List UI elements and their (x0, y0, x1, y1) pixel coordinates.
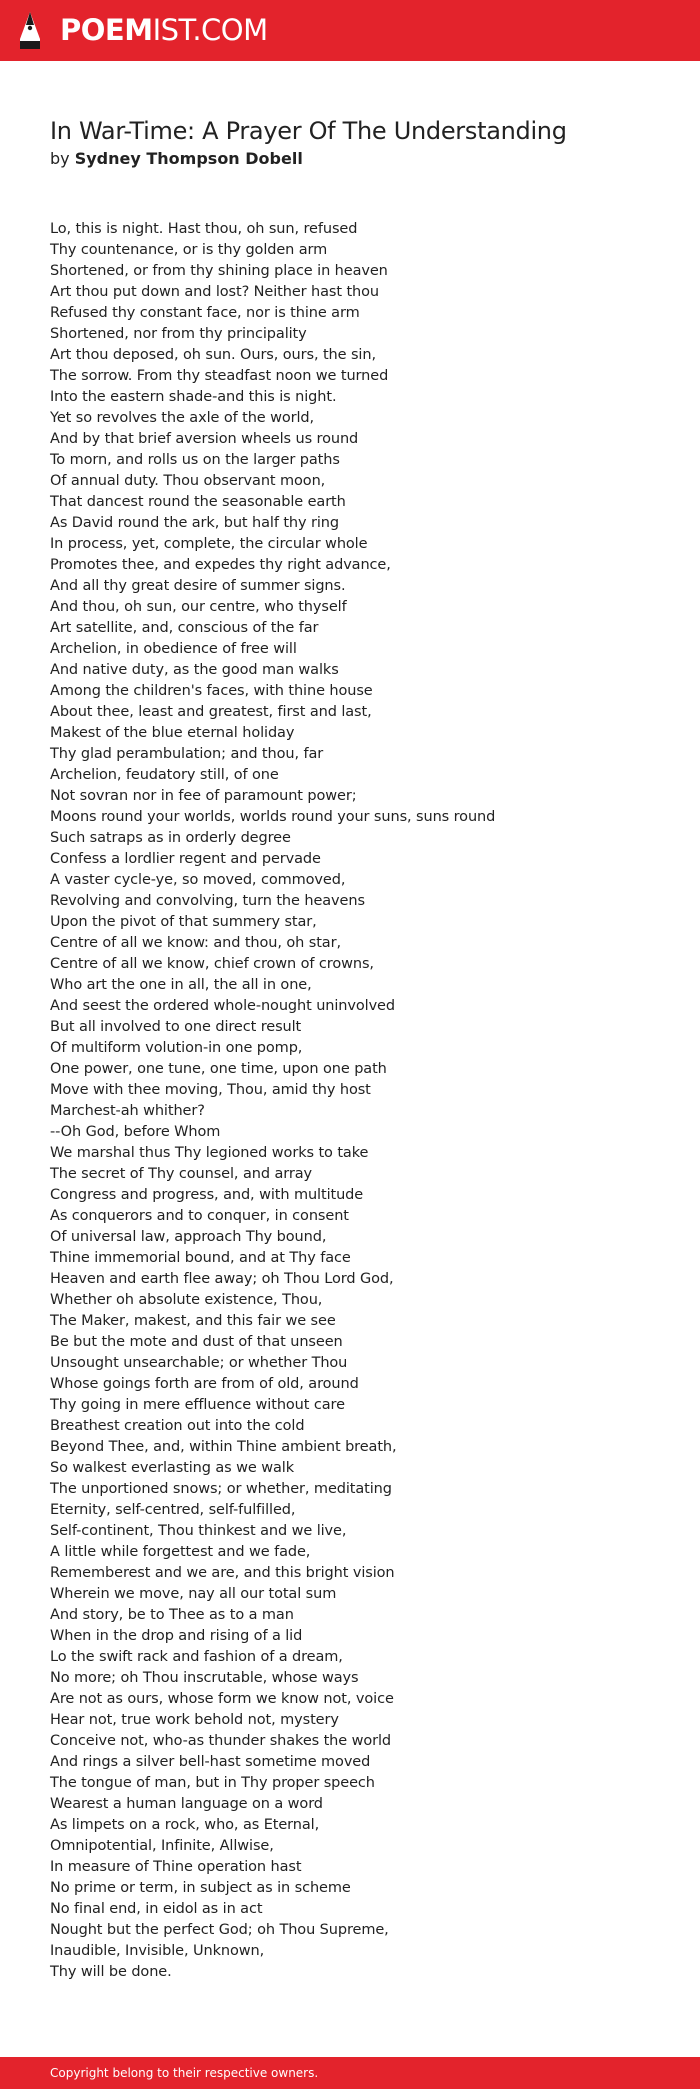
poem-line: Thy going in mere effluence without care (50, 1397, 345, 1413)
poem-line: Omnipotential, Infinite, Allwise, (50, 1838, 274, 1854)
poem-line: Self-continent, Thou thinkest and we live, (50, 1523, 347, 1539)
poem-line: Eternity, self-centred, self-fulfilled, (50, 1502, 296, 1518)
poem-line: Whether oh absolute existence, Thou, (50, 1292, 323, 1308)
poem-line: The unportioned snows; or whether, meditating (50, 1481, 392, 1497)
site-logo[interactable] (60, 13, 268, 47)
poem-line: We marshal thus Thy legioned works to take (50, 1145, 369, 1161)
poem-line: Confess a lordlier regent and pervade (50, 851, 321, 867)
poem-line: Move with thee moving, Thou, amid thy host (50, 1082, 371, 1098)
copyright-text: Copyright belong to their respective owners. (50, 2066, 319, 2080)
poem-body (50, 219, 670, 1983)
poem-line: The secret of Thy counsel, and array (50, 1166, 312, 1182)
poem-line: The tongue of man, but in Thy proper speech (50, 1775, 375, 1791)
poem-line: Centre of all we know: and thou, oh star, (50, 935, 341, 951)
poem-line: Rememberest and we are, and this bright vision (50, 1565, 395, 1581)
poem-line: To morn, and rolls us on the larger paths (50, 452, 340, 468)
poem-line: Promotes thee, and expedes thy right advance, (50, 557, 391, 573)
poem-line: And by that brief aversion wheels us round (50, 431, 359, 447)
poem-line: Revolving and convolving, turn the heavens (50, 893, 365, 909)
poem-line: And seest the ordered whole-nought uninvolved (50, 998, 395, 1014)
poem-line: Archelion, feudatory still, of one (50, 767, 279, 783)
poem-line: So walkest everlasting as we walk (50, 1460, 294, 1476)
poem-title: In War-Time: A Prayer Of The Understanding (50, 117, 567, 145)
logo-text-light: IST.COM (152, 13, 268, 47)
poem-line: Of universal law, approach Thy bound, (50, 1229, 327, 1245)
poem-line: Marchest-ah whither? (50, 1103, 205, 1119)
poem-line: Thy glad perambulation; and thou, far (50, 746, 324, 762)
poem-line: Art thou put down and lost? Neither hast thou (50, 284, 380, 300)
poem-line: That dancest round the seasonable earth (50, 494, 346, 510)
poem-line: Refused thy constant face, nor is thine arm (50, 305, 360, 321)
poem-line: A little while forgettest and we fade, (50, 1544, 311, 1560)
poem-byline (50, 149, 303, 169)
poem-line: Thine immemorial bound, and at Thy face (50, 1250, 351, 1266)
poem-line: Be but the mote and dust of that unseen (50, 1334, 343, 1350)
poem-line: Into the eastern shade-and this is night. (50, 389, 337, 405)
poem-line: Not sovran nor in fee of paramount power; (50, 788, 357, 804)
poem-line: Art satellite, and, conscious of the far (50, 620, 319, 636)
poem-line: No prime or term, in subject as in scheme (50, 1880, 351, 1896)
site-footer (0, 2057, 700, 2089)
poem-line: Archelion, in obedience of free will (50, 641, 297, 657)
poem-line: Of annual duty. Thou observant moon, (50, 473, 326, 489)
poem-line: No more; oh Thou inscrutable, whose ways (50, 1670, 359, 1686)
poem-line: About thee, least and greatest, first and last, (50, 704, 372, 720)
poem-line: As limpets on a rock, who, as Eternal, (50, 1817, 320, 1833)
pen-nib-icon (16, 11, 44, 51)
poem-line: Conceive not, who-as thunder shakes the world (50, 1733, 392, 1749)
poem-line: Thy countenance, or is thy golden arm (50, 242, 328, 258)
poem-line: Hear not, true work behold not, mystery (50, 1712, 339, 1728)
poem-line: Nought but the perfect God; oh Thou Supreme, (50, 1922, 389, 1938)
poem-line: Centre of all we know, chief crown of crowns, (50, 956, 374, 972)
poem-line: Lo, this is night. Hast thou, oh sun, refused (50, 221, 358, 237)
poem-line: And rings a silver bell-hast sometime moved (50, 1754, 371, 1770)
poem-line: In measure of Thine operation hast (50, 1859, 302, 1875)
poem-line: Inaudible, Invisible, Unknown, (50, 1943, 265, 1959)
poem-line: And all thy great desire of summer signs. (50, 578, 346, 594)
poem-line: Lo the swift rack and fashion of a dream, (50, 1649, 343, 1665)
by-label: by (50, 149, 70, 168)
poem-line: Upon the pivot of that summery star, (50, 914, 317, 930)
poem-line: But all involved to one direct result (50, 1019, 302, 1035)
poem-line: And native duty, as the good man walks (50, 662, 339, 678)
poem-line: In process, yet, complete, the circular whole (50, 536, 368, 552)
poem-line: Heaven and earth flee away; oh Thou Lord God, (50, 1271, 394, 1287)
poem-author[interactable]: Sydney Thompson Dobell (74, 149, 303, 168)
poem-line: As conquerors and to conquer, in consent (50, 1208, 349, 1224)
poem-line: A vaster cycle-ye, so moved, commoved, (50, 872, 346, 888)
poem-line: Are not as ours, whose form we know not, voice (50, 1691, 394, 1707)
poem-line: As David round the ark, but half thy ring (50, 515, 339, 531)
poem-line: Moons round your worlds, worlds round your suns, suns round (50, 809, 496, 825)
poem-line: No final end, in eidol as in act (50, 1901, 263, 1917)
poem-line: Among the children's faces, with thine house (50, 683, 373, 699)
poem-line: When in the drop and rising of a lid (50, 1628, 303, 1644)
poem-line: Thy will be done. (50, 1964, 172, 1980)
logo-text-bold: POEM (60, 13, 153, 47)
poem-line: Whose goings forth are from of old, around (50, 1376, 359, 1392)
site-header (0, 0, 700, 61)
poem-line: Shortened, or from thy shining place in heaven (50, 263, 388, 279)
poem-line: Breathest creation out into the cold (50, 1418, 305, 1434)
poem-line: Such satraps as in orderly degree (50, 830, 291, 846)
poem-line: Makest of the blue eternal holiday (50, 725, 295, 741)
poem-line: And story, be to Thee as to a man (50, 1607, 294, 1623)
poem-line: Who art the one in all, the all in one, (50, 977, 312, 993)
poem-line: Wherein we move, nay all our total sum (50, 1586, 337, 1602)
poem-line: Shortened, nor from thy principality (50, 326, 307, 342)
poem-line: Wearest a human language on a word (50, 1796, 323, 1812)
poem-line: The Maker, makest, and this fair we see (50, 1313, 336, 1329)
poem-line: Congress and progress, and, with multitude (50, 1187, 364, 1203)
poem-line: The sorrow. From thy steadfast noon we turned (50, 368, 389, 384)
poem-line: Beyond Thee, and, within Thine ambient breath, (50, 1439, 397, 1455)
poem-line: --Oh God, before Whom (50, 1124, 221, 1140)
poem-line: Art thou deposed, oh sun. Ours, ours, the sin, (50, 347, 376, 363)
poem-line: Yet so revolves the axle of the world, (50, 410, 315, 426)
poem-line: One power, one tune, one time, upon one path (50, 1061, 387, 1077)
poem-line: Of multiform volution-in one pomp, (50, 1040, 303, 1056)
poem-line: Unsought unsearchable; or whether Thou (50, 1355, 348, 1371)
poem-line: And thou, oh sun, our centre, who thyself (50, 599, 347, 615)
